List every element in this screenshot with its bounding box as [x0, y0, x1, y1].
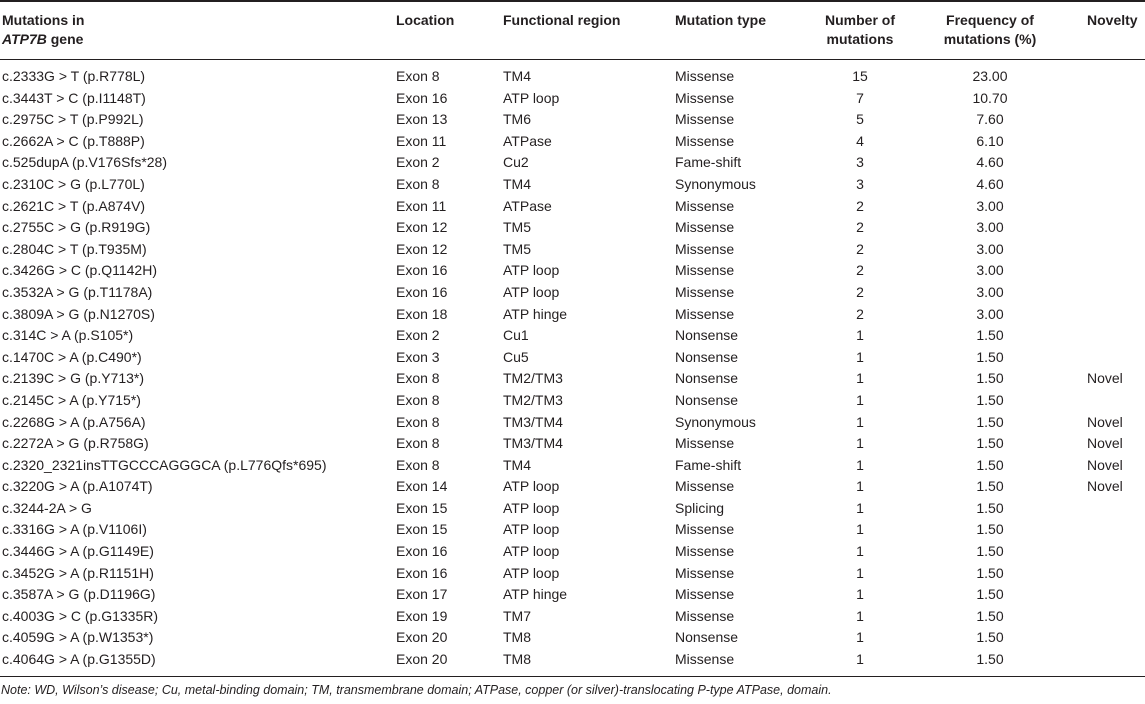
table-row	[0, 88, 1145, 110]
table-header	[0, 0, 1145, 60]
cell-location: Exon 12	[396, 240, 448, 257]
cell-novelty: Novel	[1087, 413, 1123, 430]
table-row	[0, 433, 1145, 455]
cell-frequency: 1.50	[976, 543, 1004, 560]
table-row	[0, 347, 1145, 369]
cell-location: Exon 14	[396, 478, 448, 495]
cell-location: Exon 16	[396, 543, 448, 560]
cell-type: Missense	[675, 68, 735, 84]
cell-region: TM5	[503, 240, 531, 257]
header-functional-region: Functional region	[503, 12, 621, 28]
cell-type: Missense	[675, 564, 735, 581]
cell-mutation: c.2320_2321insTTGCCCAGGGCA (p.L776Qfs*695)	[2, 456, 327, 473]
cell-number: 2	[856, 305, 864, 322]
cell-frequency: 3.00	[976, 283, 1004, 300]
cell-region: Cu5	[503, 348, 529, 365]
cell-region: ATP loop	[503, 478, 560, 495]
cell-mutation: c.3220G > A (p.A1074T)	[2, 478, 153, 495]
cell-mutation: c.2755C > G (p.R919G)	[2, 219, 151, 236]
cell-location: Exon 3	[396, 348, 440, 365]
cell-number: 2	[856, 197, 864, 214]
cell-location: Exon 16	[396, 564, 448, 581]
table-row	[0, 519, 1145, 541]
header-novelty: Novelty	[1087, 12, 1138, 28]
cell-number: 2	[856, 240, 864, 257]
cell-type: Nonsense	[675, 391, 739, 408]
cell-mutation: c.4064G > A (p.G1355D)	[2, 651, 156, 668]
cell-location: Exon 16	[396, 283, 448, 300]
cell-number: 1	[856, 391, 864, 408]
cell-location: Exon 8	[396, 68, 440, 84]
table-row	[0, 476, 1145, 498]
table-row	[0, 390, 1145, 412]
cell-number: 2	[856, 262, 864, 279]
cell-mutation: c.2662A > C (p.T888P)	[2, 132, 145, 149]
cell-region: TM2/TM3	[503, 391, 563, 408]
cell-type: Missense	[675, 543, 735, 560]
cell-type: Missense	[675, 607, 735, 624]
cell-frequency: 1.50	[976, 478, 1004, 495]
cell-frequency: 3.00	[976, 305, 1004, 322]
cell-region: TM7	[503, 607, 531, 624]
cell-mutation: c.3587A > G (p.D1196G)	[2, 586, 156, 603]
cell-location: Exon 8	[396, 413, 440, 430]
cell-location: Exon 20	[396, 629, 448, 646]
cell-mutation: c.2333G > T (p.R778L)	[2, 68, 146, 84]
cell-region: ATP loop	[503, 499, 560, 516]
table-row	[0, 563, 1145, 585]
cell-mutation: c.2310C > G (p.L770L)	[2, 175, 145, 192]
cell-number: 1	[856, 521, 864, 538]
cell-frequency: 1.50	[976, 370, 1004, 387]
cell-region: ATP hinge	[503, 586, 568, 603]
cell-location: Exon 13	[396, 111, 448, 128]
cell-number: 1	[856, 456, 864, 473]
cell-location: Exon 17	[396, 586, 448, 603]
cell-mutation: c.4059G > A (p.W1353*)	[2, 629, 154, 646]
table-row	[0, 131, 1145, 153]
cell-type: Nonsense	[675, 370, 739, 387]
header-number-line1: Number of	[825, 12, 895, 28]
cell-number: 4	[856, 132, 864, 149]
cell-frequency: 4.60	[976, 154, 1004, 171]
table-row	[0, 217, 1145, 239]
cell-frequency: 1.50	[976, 586, 1004, 603]
table-row	[0, 239, 1145, 261]
cell-type: Missense	[675, 305, 735, 322]
cell-mutation: c.3244-2A > G	[2, 499, 92, 516]
table-row	[0, 304, 1145, 326]
cell-frequency: 1.50	[976, 499, 1004, 516]
cell-location: Exon 16	[396, 262, 448, 279]
cell-type: Missense	[675, 197, 735, 214]
cell-number: 1	[856, 370, 864, 387]
cell-mutation: c.2145C > A (p.Y715*)	[2, 391, 141, 408]
cell-location: Exon 15	[396, 521, 448, 538]
cell-mutation: c.525dupA (p.V176Sfs*28)	[2, 154, 168, 171]
header-frequency-line2: mutations (%)	[943, 31, 1037, 47]
cell-frequency: 1.50	[976, 327, 1004, 344]
cell-number: 1	[856, 586, 864, 603]
table-bottom-rule	[0, 676, 1145, 677]
cell-frequency: 1.50	[976, 391, 1004, 408]
cell-frequency: 3.00	[976, 219, 1004, 236]
cell-number: 1	[856, 435, 864, 452]
cell-type: Fame-shift	[675, 154, 742, 171]
cell-region: TM4	[503, 175, 531, 192]
header-location: Location	[396, 12, 455, 28]
cell-region: TM3/TM4	[503, 435, 563, 452]
cell-region: ATP hinge	[503, 305, 568, 322]
cell-type: Missense	[675, 521, 735, 538]
cell-mutation: c.3452G > A (p.R1151H)	[2, 564, 154, 581]
header-mutations	[2, 11, 84, 49]
table-row	[0, 455, 1145, 477]
cell-frequency: 3.00	[976, 262, 1004, 279]
cell-mutation: c.3426G > C (p.Q1142H)	[2, 262, 157, 279]
cell-region: TM4	[503, 68, 531, 84]
cell-mutation: c.2139C > G (p.Y713*)	[2, 370, 145, 387]
cell-number: 1	[856, 413, 864, 430]
cell-number: 1	[856, 629, 864, 646]
header-number	[800, 11, 920, 49]
header-number-line2: mutations	[826, 31, 894, 47]
table-row	[0, 109, 1145, 131]
cell-number: 7	[856, 89, 864, 106]
cell-region: ATP loop	[503, 543, 560, 560]
cell-region: TM4	[503, 456, 531, 473]
cell-frequency: 4.60	[976, 175, 1004, 192]
table-row	[0, 541, 1145, 563]
cell-mutation: c.2272A > G (p.R758G)	[2, 435, 149, 452]
cell-location: Exon 20	[396, 651, 448, 668]
cell-type: Missense	[675, 435, 735, 452]
cell-type: Fame-shift	[675, 456, 742, 473]
cell-number: 1	[856, 607, 864, 624]
table-row	[0, 174, 1145, 196]
cell-region: Cu1	[503, 327, 529, 344]
cell-type: Missense	[675, 478, 735, 495]
cell-novelty: Novel	[1087, 370, 1123, 387]
cell-number: 1	[856, 327, 864, 344]
cell-region: ATP loop	[503, 283, 560, 300]
cell-region: TM8	[503, 651, 531, 668]
cell-number: 1	[856, 564, 864, 581]
cell-location: Exon 8	[396, 391, 440, 408]
cell-region: TM2/TM3	[503, 370, 563, 387]
cell-frequency: 1.50	[976, 521, 1004, 538]
cell-mutation: c.2621C > T (p.A874V)	[2, 197, 146, 214]
cell-region: TM3/TM4	[503, 413, 563, 430]
cell-region: ATP loop	[503, 564, 560, 581]
cell-region: TM5	[503, 219, 531, 236]
cell-frequency: 1.50	[976, 629, 1004, 646]
cell-mutation: c.2804C > T (p.T935M)	[2, 240, 147, 257]
table-row	[0, 260, 1145, 282]
cell-number: 2	[856, 219, 864, 236]
cell-mutation: c.314C > A (p.S105*)	[2, 327, 134, 344]
cell-frequency: 1.50	[976, 651, 1004, 668]
cell-location: Exon 15	[396, 499, 448, 516]
cell-mutation: c.3532A > G (p.T1178A)	[2, 283, 153, 300]
cell-mutation: c.1470C > A (p.C490*)	[2, 348, 142, 365]
cell-number: 1	[856, 348, 864, 365]
header-gene-name: ATP7B	[2, 31, 47, 47]
cell-region: ATP loop	[503, 521, 560, 538]
table-row	[0, 66, 1145, 88]
cell-mutation: c.4003G > C (p.G1335R)	[2, 607, 159, 624]
cell-number: 3	[856, 154, 864, 171]
cell-mutation: c.3443T > C (p.I1148T)	[2, 89, 146, 106]
cell-region: TM6	[503, 111, 531, 128]
cell-number: 1	[856, 478, 864, 495]
table-row	[0, 325, 1145, 347]
cell-number: 15	[852, 68, 868, 84]
header-frequency	[930, 11, 1050, 49]
table-row	[0, 412, 1145, 434]
cell-location: Exon 2	[396, 327, 440, 344]
cell-location: Exon 11	[396, 132, 447, 149]
cell-region: ATP loop	[503, 262, 560, 279]
cell-location: Exon 11	[396, 197, 447, 214]
header-mutations-line1: Mutations in	[2, 12, 85, 28]
cell-mutation: c.2268G > A (p.A756A)	[2, 413, 146, 430]
cell-type: Missense	[675, 89, 735, 106]
cell-number: 2	[856, 283, 864, 300]
cell-type: Nonsense	[675, 348, 739, 365]
cell-frequency: 1.50	[976, 435, 1004, 452]
table-row	[0, 649, 1145, 671]
cell-mutation: c.2975C > T (p.P992L)	[2, 111, 144, 128]
cell-type: Nonsense	[675, 629, 739, 646]
cell-type: Nonsense	[675, 327, 739, 344]
cell-number: 1	[856, 651, 864, 668]
cell-number: 1	[856, 499, 864, 516]
cell-type: Missense	[675, 262, 735, 279]
cell-location: Exon 19	[396, 607, 448, 624]
cell-type: Splicing	[675, 499, 725, 516]
table-row	[0, 368, 1145, 390]
table-row	[0, 627, 1145, 649]
cell-frequency: 1.50	[976, 607, 1004, 624]
cell-frequency: 10.70	[972, 89, 1008, 106]
cell-type: Missense	[675, 283, 735, 300]
cell-frequency: 1.50	[976, 413, 1004, 430]
cell-type: Missense	[675, 219, 735, 236]
cell-frequency: 1.50	[976, 348, 1004, 365]
cell-region: ATPase	[503, 132, 552, 149]
cell-frequency: 1.50	[976, 456, 1004, 473]
table-row	[0, 498, 1145, 520]
cell-region: TM8	[503, 629, 531, 646]
cell-type: Missense	[675, 651, 735, 668]
table-note: Note: WD, Wilson’s disease; Cu, metal-binding domain; TM, transmembrane domain; ATPase, copper (or silver)-translocating P-type ATPase, domain.	[1, 683, 832, 697]
cell-mutation: c.3316G > A (p.V1106I)	[2, 521, 147, 538]
cell-frequency: 3.00	[976, 240, 1004, 257]
cell-type: Synonymous	[675, 413, 756, 430]
cell-type: Missense	[675, 132, 735, 149]
cell-novelty: Novel	[1087, 435, 1123, 452]
cell-frequency: 6.10	[976, 132, 1004, 149]
table-row	[0, 152, 1145, 174]
cell-location: Exon 2	[396, 154, 440, 171]
cell-location: Exon 8	[396, 175, 440, 192]
cell-number: 5	[856, 111, 864, 128]
cell-region: Cu2	[503, 154, 529, 171]
table-row	[0, 196, 1145, 218]
cell-location: Exon 12	[396, 219, 448, 236]
cell-location: Exon 8	[396, 435, 440, 452]
cell-location: Exon 16	[396, 89, 448, 106]
cell-number: 3	[856, 175, 864, 192]
cell-number: 1	[856, 543, 864, 560]
cell-type: Missense	[675, 240, 735, 257]
cell-mutation: c.3446G > A (p.G1149E)	[2, 543, 154, 560]
cell-frequency: 7.60	[976, 111, 1004, 128]
cell-novelty: Novel	[1087, 478, 1123, 495]
cell-type: Missense	[675, 586, 735, 603]
cell-frequency: 1.50	[976, 564, 1004, 581]
cell-region: ATP loop	[503, 89, 560, 106]
header-frequency-line1: Frequency of	[946, 12, 1034, 28]
cell-novelty: Novel	[1087, 456, 1123, 473]
table-row	[0, 606, 1145, 628]
table-row	[0, 282, 1145, 304]
cell-region: ATPase	[503, 197, 552, 214]
cell-location: Exon 8	[396, 370, 440, 387]
cell-location: Exon 18	[396, 305, 448, 322]
cell-location: Exon 8	[396, 456, 440, 473]
cell-mutation: c.3809A > G (p.N1270S)	[2, 305, 155, 322]
cell-type: Synonymous	[675, 175, 756, 192]
table-row	[0, 584, 1145, 606]
cell-frequency: 3.00	[976, 197, 1004, 214]
table-body	[0, 66, 1145, 671]
cell-frequency: 23.00	[972, 68, 1008, 84]
cell-type: Missense	[675, 111, 735, 128]
header-gene-suffix: gene	[46, 31, 84, 47]
header-mutation-type: Mutation type	[675, 12, 766, 28]
